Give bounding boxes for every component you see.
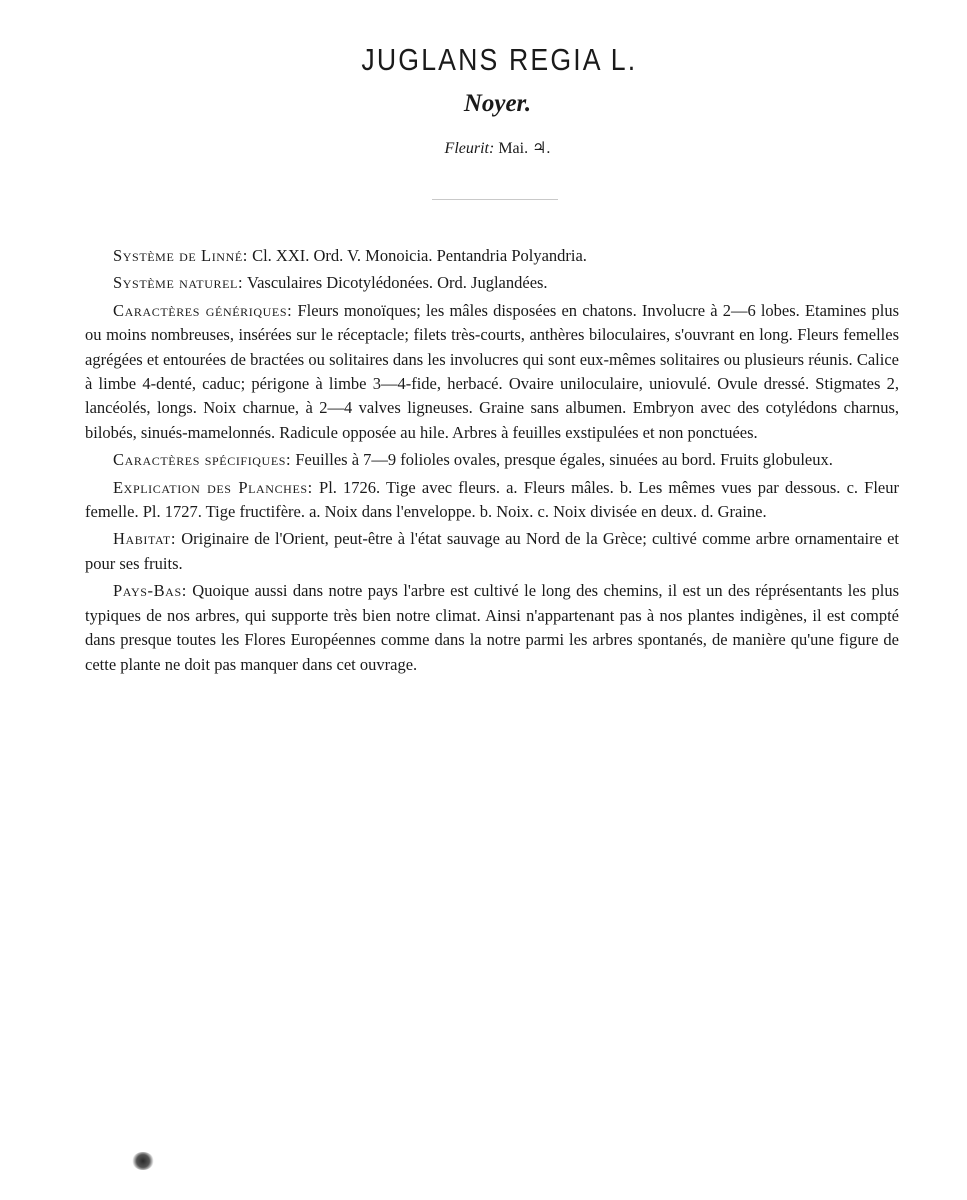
label-linne: Système de Linné: <box>113 246 248 265</box>
text-naturel: Vasculaires Dicotylédonées. Ord. Juglandées. <box>246 273 548 293</box>
paragraph-planches <box>85 476 899 525</box>
label-habitat: Habitat: <box>113 529 177 549</box>
text-specifiques: Feuilles à 7—9 folioles ovales, presque égales, sinuées au bord. Fruits globuleux. <box>295 450 833 470</box>
label-generiques: Caractères génériques: <box>113 300 293 320</box>
flowering-line <box>14 138 967 158</box>
description-body <box>85 244 899 680</box>
text-planches: Pl. 1726. Tige avec fleurs. a. Fleurs mâles. b. Les mêmes vues par dessous. c. Fleur femelle. Pl. 1727. Tige fructifère. a. Noix dans l'enveloppe. b. Noix. c. Noix divisée en deux. d. Graine. <box>85 477 900 522</box>
paragraph-habitat <box>85 527 899 576</box>
paragraph-paysbas <box>85 579 899 677</box>
label-planches: Explication des Planches: <box>113 477 313 497</box>
species-title: JUGLANS REGIA L. <box>361 42 638 77</box>
common-name: Noyer. <box>463 90 532 117</box>
separator-rule <box>432 199 558 200</box>
text-linne: Cl. XXI. Ord. V. Monoicia. Pentandria Polyandria. <box>252 246 587 265</box>
label-naturel: Système naturel: <box>113 273 244 293</box>
paragraph-generiques <box>85 299 899 445</box>
paragraph-linne <box>85 244 899 268</box>
label-specifiques: Caractères spécifiques: <box>113 450 292 470</box>
text-generiques: Fleurs monoïques; les mâles disposées en chatons. Involucre à 2—6 lobes. Etamines plus ou moins nombreuses, insérées sur le réceptacle; filets très-courts, anthères biloculaires, s'ouvrant en long. Fleurs femelles agrégées et entourées de bractées ou solitaires dans les involucres qui sont eux-mêmes solitaires ou plusieurs réunis. Calice à limbe 4-denté, caduc; périgone à limbe 3—4-fide, herbacé. Ovaire uniloculaire, uniovulé. Ovule dressé. Stigmates 2, lancéolés, longs. Noix charnue, à 2—4 valves ligneuses. Graine sans albumen. Embryon avec des cotylédons charnus, bilobés, sinués-mamelonnés. Radicule opposée au hile. Arbres à feuilles exstipulées et non ponctuées. <box>85 300 900 442</box>
paragraph-specifiques <box>85 448 899 472</box>
paragraph-naturel <box>85 271 899 295</box>
ink-spot <box>132 1152 154 1170</box>
flowering-label: Fleurit: <box>444 140 495 157</box>
flowering-value: Mai. ♃. <box>498 140 551 157</box>
label-paysbas: Pays-Bas: <box>113 581 187 601</box>
text-habitat: Originaire de l'Orient, peut-être à l'état sauvage au Nord de la Grèce; cultivé comme arbre ornamentaire et pour ses fruits. <box>85 529 900 573</box>
text-paysbas: Quoique aussi dans notre pays l'arbre est cultivé le long des chemins, il est un des réprésentants les plus typiques de nos arbres, qui supporte très bien notre climat. Ainsi n'appartenant pas à nos plantes indigènes, il est compté dans presque toutes les Flores Européennes comme dans la notre parmi les arbres spontanés, de manière qu'une figure de cette plante ne doit pas manquer dans cet ouvrage. <box>85 581 900 674</box>
